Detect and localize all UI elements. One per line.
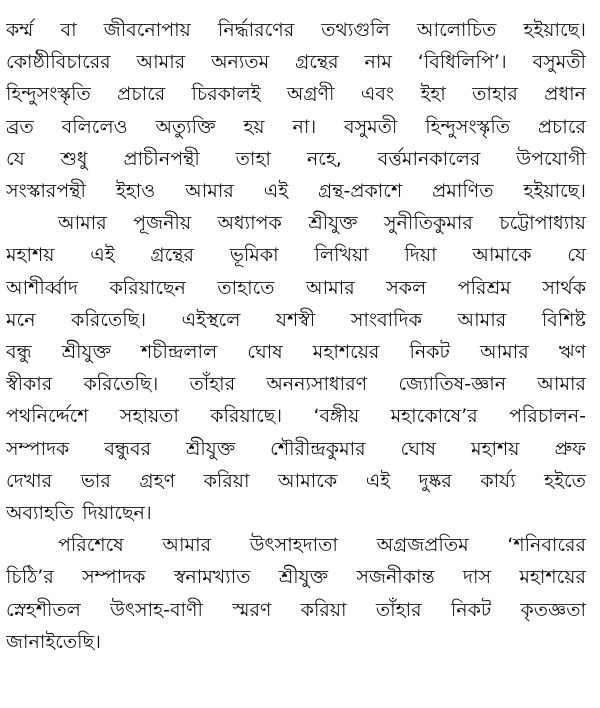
word: অগ্রজপ্রতিম [376, 534, 469, 557]
text-line [58, 207, 586, 239]
word: ‘বিধিলিপি’। [417, 51, 507, 74]
text-line [6, 594, 586, 626]
word: দাস [462, 566, 492, 589]
word: উৎসাহদাতা [249, 534, 338, 557]
word: ভূমিকা [229, 244, 279, 267]
word: তাহা [235, 147, 271, 170]
word: যে [567, 244, 586, 267]
word: চিরকালই [191, 83, 261, 106]
word: হইয়াছে। [523, 180, 586, 202]
word: নির্দ্ধারণের [217, 19, 295, 41]
word: শ্রীযুক্ত [61, 341, 111, 363]
word: প্রাচীনপন্থী [123, 147, 200, 170]
word: গ্রন্থ-প্রকাশে [318, 180, 403, 202]
word: শ্রীযুক্ত [185, 437, 236, 460]
word: করিয়া [300, 598, 347, 621]
word: সজনীকান্ত [356, 566, 435, 589]
word: সম্পাদক [82, 566, 146, 589]
word: আমার [306, 276, 355, 299]
word: উপযোগী [516, 147, 586, 170]
word: করিয়াছেন [109, 276, 186, 299]
word: স্বনামখ্যাত [173, 566, 251, 589]
word: যশস্বী [276, 308, 316, 331]
word: আমার [136, 51, 186, 74]
word: হইতে [544, 469, 586, 492]
word: কোষ্ঠীবিচারের [6, 51, 111, 74]
word: আমার [58, 212, 107, 235]
word: সহায়তা [119, 405, 179, 428]
word: ঘোষ [400, 437, 437, 460]
word: ইহাও [115, 180, 156, 202]
word: মহাশয় [471, 437, 520, 460]
word: উৎসাহ-বাণী [110, 598, 203, 621]
text-line [6, 272, 586, 304]
word: গ্রহণ [139, 469, 176, 492]
word: বলিলেও [61, 115, 128, 138]
word: তাঁহার [375, 598, 422, 621]
word: ‘শনিবারের [507, 534, 586, 557]
word: দেখার [6, 469, 53, 492]
word: শ্রীযুক্ত [308, 212, 358, 235]
word: আশীর্ব্বাদ [6, 276, 79, 299]
word: নাম [364, 51, 392, 74]
word: পূজনীয় [133, 212, 192, 235]
word: বর্ত্তমানকালের [377, 147, 481, 170]
word: তাহাতে [217, 276, 275, 299]
word: করিয়া [203, 469, 250, 492]
word: ঋণ [558, 341, 586, 363]
word: পরিচালন- [509, 405, 586, 428]
word: প্রমাণিত [432, 180, 494, 202]
word: আমার [185, 180, 234, 202]
word: প্রধান [544, 83, 586, 106]
word: হিন্দুসংস্কৃতি [6, 83, 91, 106]
word: অব্যাহতি [6, 502, 74, 524]
word: আমাকে [472, 244, 532, 267]
word: চিঠি’র [6, 566, 54, 589]
word: হইয়াছে। [523, 19, 586, 41]
word: না। [292, 115, 317, 138]
word: পরিশ্রম [457, 276, 511, 299]
word: যে [6, 147, 25, 170]
text-line [6, 304, 586, 336]
word: বিশিষ্ট [541, 308, 586, 331]
word: গ্রন্থের [295, 51, 339, 74]
word: সাংবাদিক [350, 308, 422, 331]
text-line [6, 400, 586, 432]
text-line [58, 529, 586, 561]
text-line [6, 626, 586, 658]
word: করিতেছি। [83, 373, 159, 396]
word: করিয়াছে। [210, 405, 283, 428]
word: মহাশয়ের [312, 341, 380, 363]
word: অন্যতম [211, 51, 270, 74]
word: এইস্থলে [181, 308, 241, 331]
word: বসুমতী [532, 51, 586, 74]
word: স্মরণ [232, 598, 272, 621]
word: ব্রত [6, 115, 34, 138]
word: মহাশয়ের [519, 566, 586, 589]
word: জীবনোপায় [103, 19, 191, 41]
word: এবং [360, 83, 395, 106]
text-line [6, 336, 586, 368]
word: তথ্যগুলি [321, 19, 390, 41]
word: এই [365, 469, 391, 492]
word: সংস্কারপন্থী [6, 180, 86, 202]
word: মহাশয় [6, 244, 55, 267]
word: স্নেহশীতল [6, 598, 81, 621]
word: ইহা [420, 83, 446, 106]
word: স্বীকার [6, 373, 53, 396]
word: আলোচিত [416, 19, 497, 41]
word: শুধু [60, 147, 88, 170]
word: ভার [80, 469, 111, 492]
word: পথনির্দ্দেশে [6, 405, 89, 428]
word: জানাইতেছি। [6, 630, 101, 653]
word: হয় [243, 115, 265, 138]
word: এই [90, 244, 115, 267]
word: নিকট [450, 598, 492, 621]
word: তাহার [472, 83, 518, 106]
word: প্রচারে [117, 83, 166, 106]
text-line [6, 111, 586, 143]
word: অগ্রণী [286, 83, 335, 106]
word: দুষ্কর [418, 469, 452, 492]
word: কৃতজ্ঞতা [520, 598, 586, 621]
word: এই [263, 180, 289, 202]
word: মনে [6, 308, 36, 331]
word: শ্রীযুক্ত [278, 566, 329, 589]
word: আমার [480, 341, 529, 363]
word: কর্ম্ম [6, 19, 34, 41]
text-line [6, 465, 586, 497]
text-line [6, 78, 586, 110]
text-line [6, 14, 586, 46]
text-line [6, 497, 586, 529]
text-line [6, 239, 586, 271]
word: প্রচারে [537, 115, 586, 138]
text-line [6, 368, 586, 400]
word: বন্ধু [6, 341, 32, 363]
word: আমার [457, 308, 507, 331]
word: দিয়াছেন। [82, 502, 152, 524]
word: শচীন্দ্রলাল [141, 341, 218, 363]
word: বসুমতী [344, 115, 398, 138]
word: হিন্দুসংস্কৃতি [425, 115, 511, 138]
word: অনন্যসাধারণ [266, 373, 368, 396]
word: সম্পাদক [6, 437, 70, 460]
word: অধ্যাপক [217, 212, 282, 235]
word: দিয়া [404, 244, 437, 267]
word: মহাকোষে’র [390, 405, 478, 428]
text-line [6, 561, 586, 593]
word: আমার [162, 534, 212, 557]
word: সকল [386, 276, 427, 299]
word: ঘোষ [247, 341, 283, 363]
word: জ্যোতিষ-জ্ঞান [398, 373, 507, 396]
word: করিতেছি। [71, 308, 146, 331]
word: নিকট [409, 341, 450, 363]
word: আমার [537, 373, 586, 396]
text-line [6, 46, 586, 78]
word: নহে, [306, 147, 342, 170]
word: সার্থক [542, 276, 586, 299]
word: প্রুফ [554, 437, 586, 460]
word: লিখিয়া [314, 244, 369, 267]
text-line [6, 175, 586, 207]
word: ‘বঙ্গীয় [313, 405, 360, 428]
word: কার্য্য [480, 469, 516, 492]
word: বা [60, 19, 77, 41]
word: অত্যুক্তি [155, 115, 216, 138]
text-line [6, 143, 586, 175]
word: আমাকে [278, 469, 338, 492]
text-line [6, 433, 586, 465]
word: তাঁহার [189, 373, 236, 396]
word: গ্রন্থের [150, 244, 194, 267]
word: পরিশেষে [58, 534, 124, 557]
word: শৌরীন্দ্রকুমার [270, 437, 366, 460]
word: সুনীতিকুমার [384, 212, 473, 235]
word: চট্টোপাধ্যায় [499, 212, 586, 235]
word: বন্ধুবর [104, 437, 151, 460]
